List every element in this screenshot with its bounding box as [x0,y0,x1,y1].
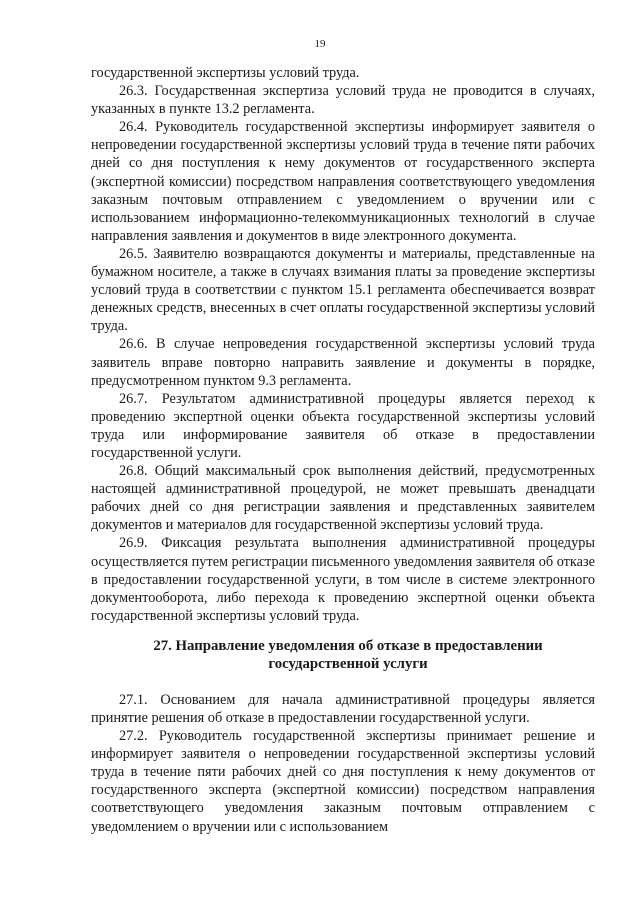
paragraph-26-4: 26.4. Руководитель государственной экспертизы информирует заявителя о непроведении государственной экспертизы условий труда в течение пяти рабочих дней со дня поступления к нему документов от государственного эксперта (экспертной комиссии) посредством направления соответствующего уведомления заказным почтовым отправлением с уведомлением о вручении или с использованием информационно-телекоммуникационных технологий в случае направления заявления и документов в виде электронного документа. [91,119,595,244]
paragraph-26-8: 26.8. Общий максимальный срок выполнения действий, предусмотренных настоящей административной процедурой, не может превышать двенадцати рабочих дней со дня регистрации заявления и представленных заявителем документов и материалов для государственной экспертизы условий труда. [91,463,595,534]
document-body [91,64,595,836]
paragraph-27-2: 27.2. Руководитель государственной экспертизы принимает решение и информирует заявителя о непроведении государственной экспертизы условий труда в течение пяти рабочих дней со дня поступления к нему документов от государственного эксперта (экспертной комиссии) посредством направления соответствующего уведомления заказным почтовым отправлением с уведомлением о вручении или с использованием [91,728,595,835]
paragraph-26-5: 26.5. Заявителю возвращаются документы и материалы, представленные на бумажном носителе, а также в случаях взимания платы за проведение экспертизы условий труда в соответствии с пунктом 15.1 регламента обеспечивается возврат денежных средств, внесенных в счет оплаты государственной экспертизы условий труда. [91,245,595,335]
paragraph-26-9: 26.9. Фиксация результата выполнения административной процедуры осуществляется путем регистрации письменного уведомления заявителя об отказе в предоставлении государственной услуги, в том числе в системе электронного документооборота, либо перехода к проведению экспертной оценки объекта государственной экспертизы условий труда. [91,535,595,624]
paragraph-continuation: государственной экспертизы условий труда. [91,65,360,81]
paragraph-26-7: 26.7. Результатом административной процедуры является переход к проведению экспертной оценки объекта государственной экспертизы условий труда или информирование заявителя об отказе в предоставлении государственной услуги. [91,390,595,461]
page-number: 19 [314,38,326,50]
paragraph-26-3: 26.3. Государственная экспертиза условий труда не проводится в случаях, указанных в пункте 13.2 регламента. [91,83,595,118]
section-heading-line-1: 27. Направление уведомления об отказе в предоставлении [153,637,543,654]
paragraph-26-6: 26.6. В случае непроведения государственной экспертизы условий труда заявитель вправе повторно направить заявление и документы в порядке, предусмотренном пунктом 9.3 регламента. [91,336,595,389]
section-heading-27 [91,637,595,673]
paragraph-27-1: 27.1. Основанием для начала административной процедуры является принятие решения об отказе в предоставлении государственной услуги. [91,691,595,726]
section-heading-line-2: государственной услуги [268,655,428,672]
